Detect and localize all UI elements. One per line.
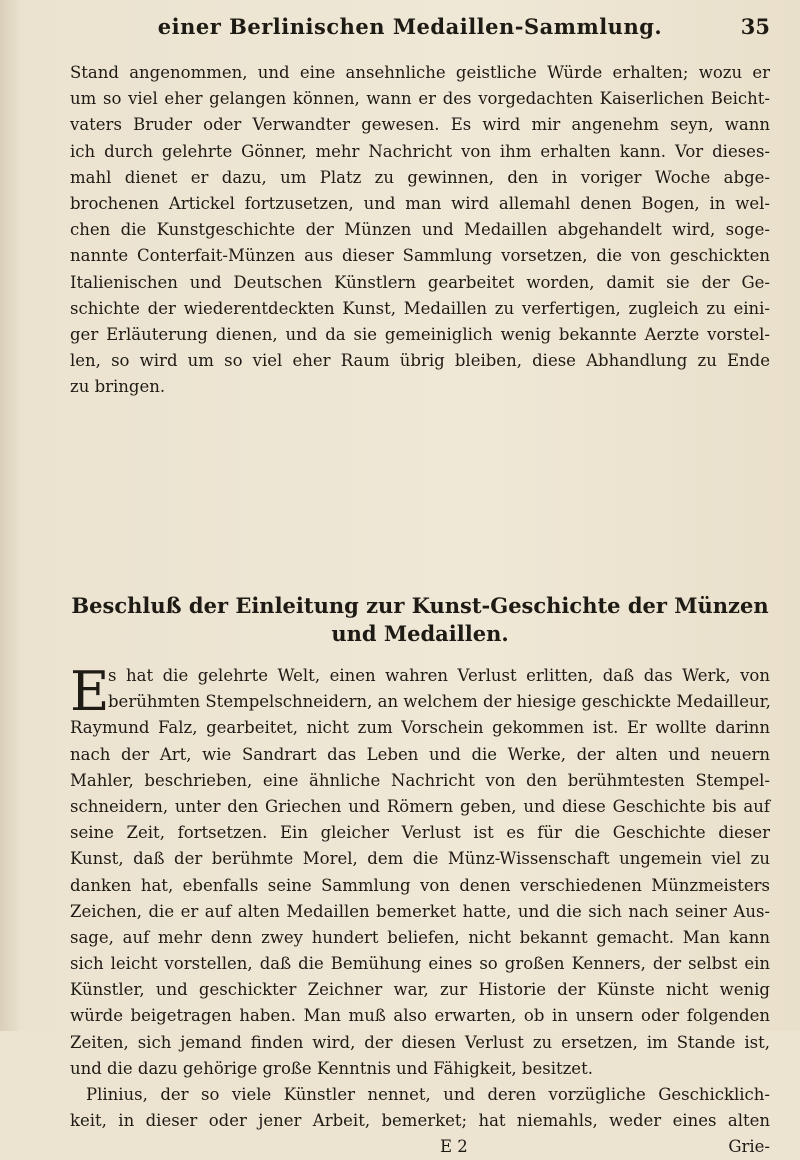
text-line: und die dazu gehörige große Kenntnis und Fähigkeit, besitzet. (70, 1058, 593, 1078)
text-line: sich leicht vorstellen, daß die Bemühung eines so großen Kenners, der selbst ein (70, 954, 770, 974)
text-line: schneidern, unter den Griechen und Römern geben, und diese Geschichte bis auf (70, 796, 770, 816)
text-line: keit, in dieser oder jener Arbeit, bemerket; hat niemahls, weder eines alten (70, 1111, 770, 1131)
text-line: berühmten Stempelschneidern, an welchem der hiesige geschickte Medailleur, (108, 692, 771, 712)
text-line: Raymund Falz, gearbeitet, nicht zum Vorschein gekommen ist. Er wollte darinn (70, 718, 770, 738)
text-line: ger Erläuterung dienen, und da sie gemeiniglich wenig bekannte Aerzte vorstel- (70, 324, 770, 344)
catchword: Grie- (728, 1137, 770, 1157)
section-heading (70, 592, 770, 648)
paragraph-2 (70, 660, 771, 1160)
section-heading-line-1: Beschluß der Einleitung zur Kunst-Geschichte der Münzen (71, 593, 769, 618)
text-line: Italienischen und Deutschen Künstlern gearbeitet worden, damit sie der Ge- (70, 272, 770, 292)
text-line: seine Zeit, fortsetzen. Ein gleicher Verlust ist es für die Geschichte dieser (70, 823, 770, 843)
text-line: len, so wird um so viel eher Raum übrig bleiben, diese Abhandlung zu Ende (70, 351, 770, 371)
page-number: 35 (740, 14, 770, 39)
text-line: mahl dienet er dazu, um Platz zu gewinnen, den in voriger Woche abge- (70, 167, 770, 187)
running-title: einer Berlinischen Medaillen-Sammlung. (157, 14, 663, 39)
text-line: Stand angenommen, und eine ansehnliche geistliche Würde erhalten; wozu er (70, 63, 770, 82)
text-line: Plinius, der so viele Künstler nennet, und deren vorzügliche Geschicklich- (86, 1085, 770, 1104)
section-heading-line-2: und Medaillen. (331, 621, 509, 646)
text-line: vaters Bruder oder Verwandter gewesen. Es wird mir angenehm seyn, wann (70, 115, 770, 135)
page-footer-line (70, 1134, 770, 1160)
text-line: danken hat, ebenfalls seine Sammlung von denen verschiedenen Münzmeisters (70, 875, 770, 895)
text-line: Zeiten, sich jemand finden wird, der diesen Verlust zu ersetzen, im Stande ist, (70, 1032, 770, 1052)
drop-capital: E (70, 660, 110, 723)
running-head (100, 14, 770, 54)
paragraph-1 (70, 60, 770, 400)
text-line: Zeichen, die er auf alten Medaillen bemerket hatte, und die sich nach seiner Aus- (70, 901, 770, 921)
text-line: s hat die gelehrte Welt, einen wahren Verlust erlitten, daß das Werk, von (108, 666, 770, 685)
text-line: nach der Art, wie Sandrart das Leben und die Werke, der alten und neuern (70, 744, 770, 764)
text-line: um so viel eher gelangen können, wann er des vorgedachten Kaiserlichen Beicht- (70, 89, 770, 109)
text-line: Kunst, daß der berühmte Morel, dem die Münz-Wissenschaft ungemein viel zu (70, 849, 770, 869)
text-line: Mahler, beschrieben, eine ähnliche Nachricht von den berühmtesten Stempel- (70, 770, 770, 790)
text-line: würde beigetragen haben. Man muß also erwarten, ob in unsern oder folgenden (70, 1006, 770, 1026)
text-line: nannte Conterfait-Münzen aus dieser Sammlung vorsetzen, die von geschickten (70, 246, 770, 266)
text-line: chen die Kunstgeschichte der Münzen und Medaillen abgehandelt wird, soge- (70, 220, 770, 240)
text-line: zu bringen. (70, 377, 166, 397)
text-line: brochenen Artickel fortzusetzen, und man wird allemahl denen Bogen, in wel- (70, 193, 770, 213)
text-line: sage, auf mehr denn zwey hundert beliefen, nicht bekannt gemacht. Man kann (70, 927, 770, 947)
text-line: schichte der wiederentdeckten Kunst, Medaillen zu verfertigen, zugleich zu eini- (70, 298, 770, 318)
signature-mark: E 2 (440, 1137, 468, 1157)
text-line: Künstler, und geschickter Zeichner war, zur Historie der Künste nicht wenig (70, 980, 770, 1000)
text-line: ich durch gelehrte Gönner, mehr Nachricht von ihm erhalten kann. Vor dieses- (70, 141, 770, 161)
